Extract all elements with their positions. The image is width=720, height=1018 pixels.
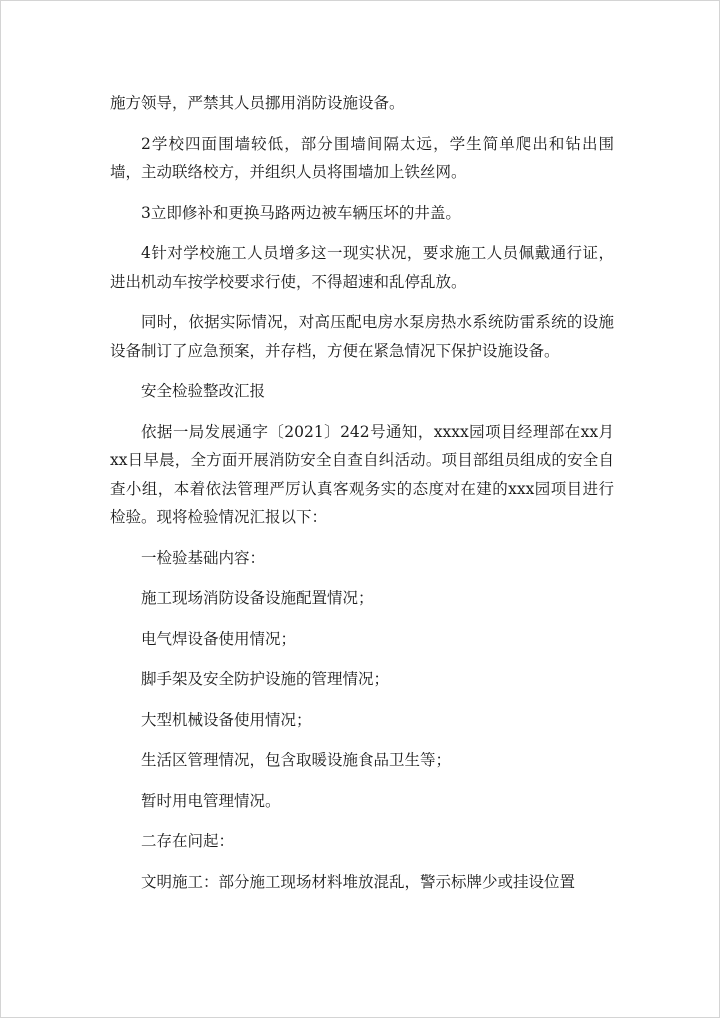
section-title: 安全检验整改汇报 <box>141 382 266 400</box>
paragraph: 同时，依据实际情况，对高压配电房水泵房热水系统防雷系统的设施设备制订了应急预案，并存档，方便在紧急情况下保护设施设备。 <box>110 313 614 360</box>
paragraph: 施方领导，严禁其人员挪用消防设施设备。 <box>110 94 405 112</box>
list-item: 生活区管理情况，包含取暖设施食品卫生等； <box>141 751 452 769</box>
paragraph: 2学校四面围墙较低，部分围墙间隔太远，学生简单爬出和钻出围墙，主动联络校方，并组织人员将围墙加上铁丝网。 <box>110 134 614 181</box>
list-heading: 一检验基础内容： <box>141 548 266 567</box>
list-item: 大型机械设备使用情况； <box>141 710 312 729</box>
paragraph: 依据一局发展通字〔2021〕242号通知，xxxx园项目经理部在xx月xx日早晨，全方面开展消防安全自查自纠活动。项目部组员组成的安全自查小组，本着依法管理严厉认真客观务实的态度对在建的xxx园项目进行检验。现将检验情况汇报以下： <box>110 422 614 526</box>
document-body <box>110 89 614 896</box>
list-heading: 二存在问起： <box>141 832 235 850</box>
list-item: 脚手架及安全防护设施的管理情况； <box>141 670 390 688</box>
paragraph: 3立即修补和更换马路两边被车辆压坏的井盖。 <box>141 203 461 222</box>
list-item: 暂时用电管理情况。 <box>141 791 281 810</box>
paragraph: 文明施工：部分施工现场材料堆放混乱，警示标牌少或挂设位置 <box>141 872 576 891</box>
list-item: 电气焊设备使用情况； <box>141 629 297 648</box>
list-item: 施工现场消防设备设施配置情况； <box>141 589 374 607</box>
paragraph: 4针对学校施工人员增多这一现实状况，要求施工人员佩戴通行证，进出机动车按学校要求行使，不得超速和乱停乱放。 <box>110 244 614 291</box>
